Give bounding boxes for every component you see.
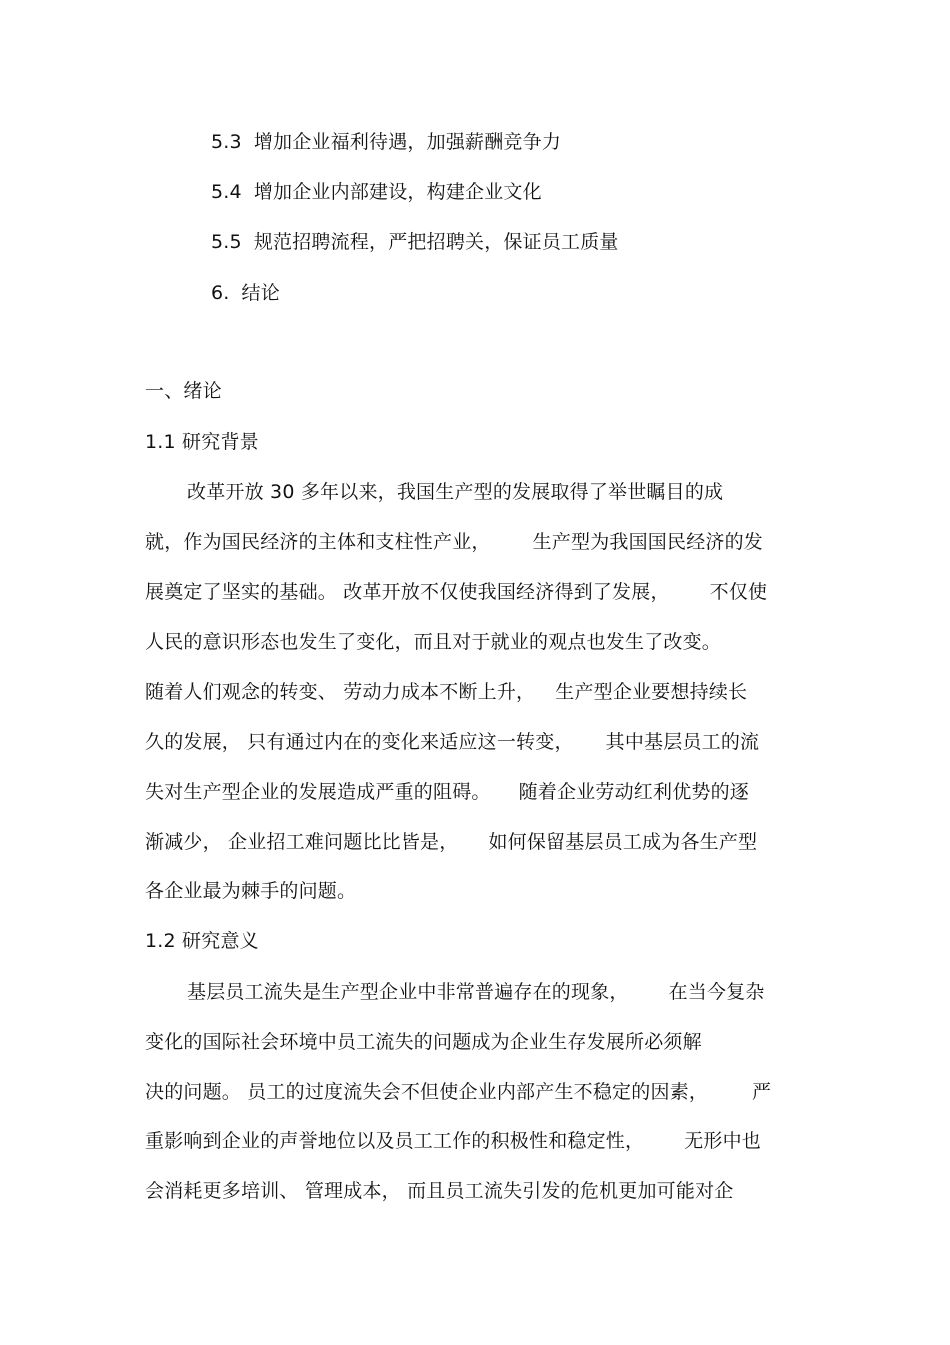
toc-item-text: 规范招聘流程，严把招聘关，保证员工质量 [253,231,619,253]
paragraph-line [145,879,356,903]
toc-item-number: 6. [211,282,230,304]
paragraph-line-text: 决的问题。 员工的过度流失会不但使企业内部产生不稳定的因素， [145,1081,709,1103]
paragraph-line [145,630,721,654]
paragraph-line-text: 各企业最为棘手的问题。 [145,880,357,902]
toc-item [211,130,561,154]
paragraph-line-text: 改革开放 30 多年以来，我国生产型的发展取得了举世瞩目的成 [187,481,724,503]
chapter-title: 一、绪论 [145,380,222,402]
paragraph-line-text: 渐减少， 企业招工难问题比比皆是， [145,831,459,853]
toc-item [211,230,619,254]
paragraph-line-text: 变化的国际社会环境中员工流失的问题成为企业生存发展所必须解 [145,1031,702,1053]
paragraph-line-text: 其中基层员工的流 [605,731,760,753]
paragraph-line [145,1129,761,1153]
paragraph-line-text: 如何保留基层员工成为各生产型 [488,831,758,853]
paragraph-line-text: 会消耗更多培训、 管理成本， 而且员工流失引发的危机更加可能对企 [145,1180,734,1202]
paragraph-line-text: 失对生产型企业的发展造成严重的阻碍。 [145,781,491,803]
toc-item-text: 增加企业福利待遇，加强薪酬竞争力 [253,131,562,153]
paragraph-line [145,1179,733,1203]
toc-item [211,281,280,305]
paragraph-line [187,980,765,1004]
paragraph-line-text: 就，作为国民经济的主体和支柱性产业， [145,531,491,553]
paragraph-line [145,1030,702,1054]
toc-item-text: 结论 [241,282,280,304]
section-title-1-1: 1.1 研究背景 [145,431,259,453]
paragraph-line-text: 随着企业劳动红利优势的逐 [518,781,750,803]
paragraph-line [145,530,763,554]
paragraph-line-text: 重影响到企业的声誉地位以及员工工作的积极性和稳定性， [145,1130,645,1152]
paragraph-line-text: 久的发展， 只有通过内在的变化来适应这一转变， [145,731,574,753]
paragraph-line-text: 随着人们观念的转变、 劳动力成本不断上升， [145,681,536,703]
paragraph-line-text: 严 [752,1081,772,1103]
paragraph-line [187,480,723,504]
toc-item [211,180,542,204]
paragraph-line-text: 展奠定了坚实的基础。 改革开放不仅使我国经济得到了发展， [145,581,670,603]
paragraph-line [145,780,749,804]
section-title-1-2: 1.2 研究意义 [145,930,259,952]
toc-item-number: 5.5 [211,231,242,253]
paragraph-line [145,1080,771,1104]
paragraph-line-text: 人民的意识形态也发生了变化，而且对于就业的观点也发生了改变。 [145,631,722,653]
paragraph-line [145,830,757,854]
toc-item-number: 5.3 [211,131,242,153]
paragraph-line-text: 基层员工流失是生产型企业中非常普遍存在的现象， [187,981,629,1003]
paragraph-line-text: 无形中也 [684,1130,762,1152]
paragraph-line-text: 在当今复杂 [668,981,765,1003]
toc-item-text: 增加企业内部建设，构建企业文化 [253,181,542,203]
paragraph-line [145,730,759,754]
paragraph-line [145,680,747,704]
paragraph-line [145,580,767,604]
paragraph-line-text: 生产型企业要想持续长 [555,681,748,703]
paragraph-line-text: 生产型为我国国民经济的发 [532,531,764,553]
paragraph-line-text: 不仅使 [709,581,768,603]
toc-item-number: 5.4 [211,181,242,203]
